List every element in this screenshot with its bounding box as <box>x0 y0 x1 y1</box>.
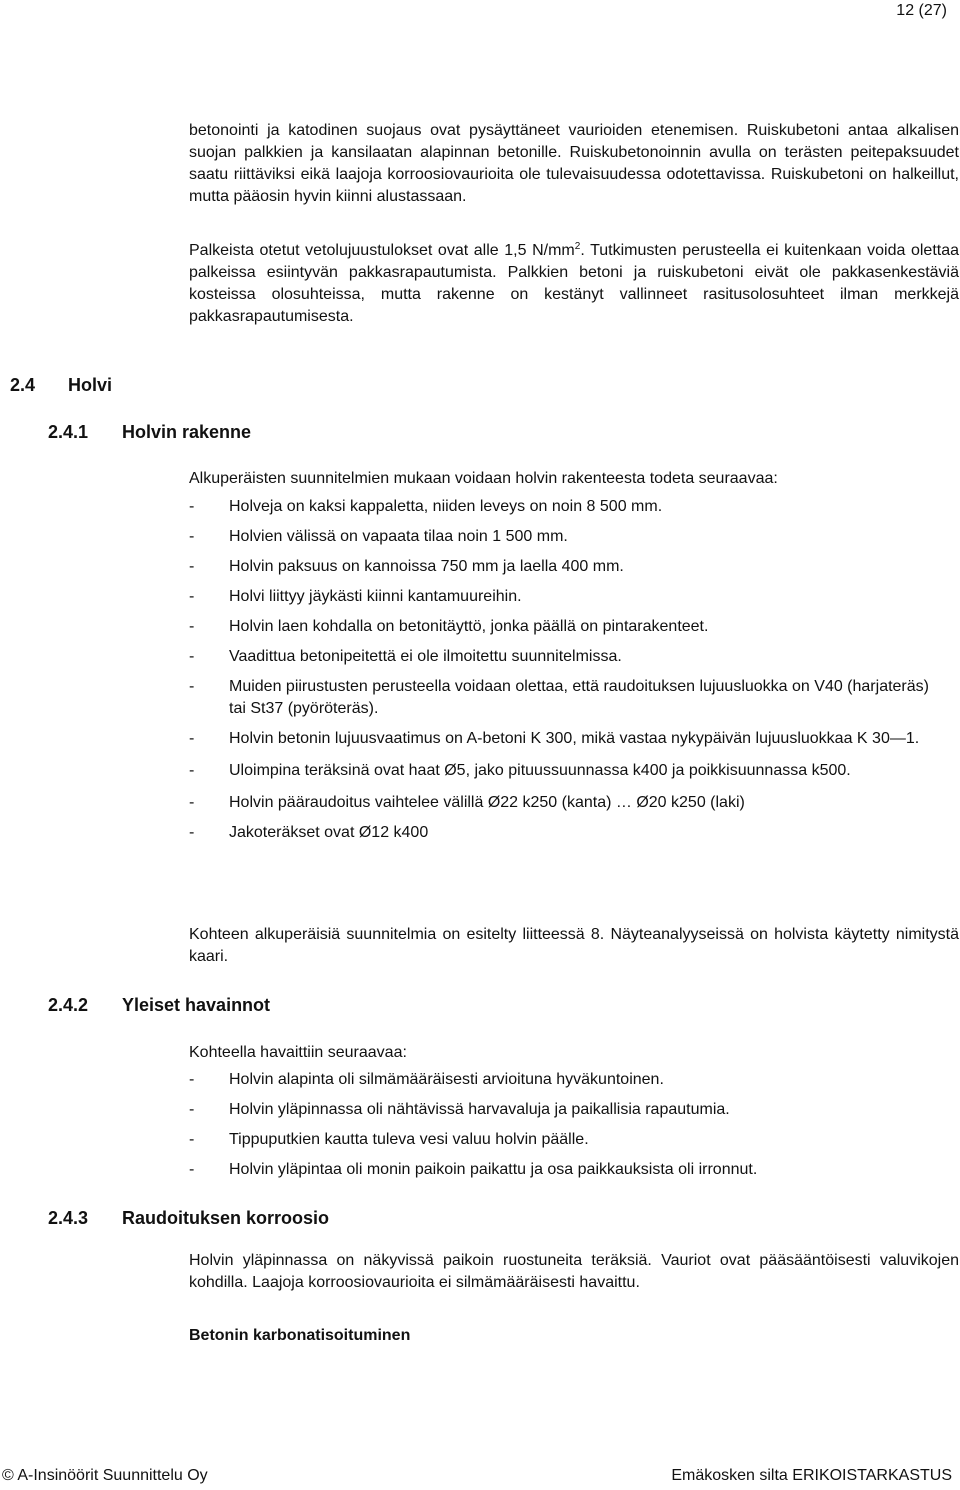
superscript-2: 2 <box>574 241 581 252</box>
section-title: Yleiset havainnot <box>122 995 271 1015</box>
holvin-rakenne-closing <box>189 924 959 968</box>
lead-text: Alkuperäisten suunnitelmien mukaan voidaan holvin rakenteesta todeta seuraavaa: <box>189 470 778 487</box>
section-number: 2.4 <box>10 375 36 395</box>
section-title: Holvi <box>68 375 113 395</box>
subheading-betonin-karbonatisoituminen: Betonin karbonatisoituminen <box>189 1327 411 1344</box>
list-item: - Holveja on kaksi kappaletta, niiden leveys on noin 8 500 mm. <box>189 496 959 518</box>
intro-paragraph-2-text: Palkeista otetut vetolujuustulokset ovat alle 1,5 N/mm <box>189 242 575 259</box>
raudoituksen-korroosio-paragraph <box>189 1250 959 1294</box>
intro-paragraph-1 <box>189 120 959 208</box>
intro-paragraph-2 <box>189 240 959 328</box>
closing-text: Kohteen alkuperäisiä suunnitelmia on esitelty liitteessä 8. Näyteanalyyseissä on holvista käytetty nimitystä kaari. <box>189 926 959 965</box>
list-item: - Tippuputkien kautta tuleva vesi valuu holvin päälle. <box>189 1129 959 1151</box>
section-number: 2.4.3 <box>48 1208 89 1228</box>
list-item: - Holvin pääraudoitus vaihtelee välillä Ø22 k250 (kanta) … Ø20 k250 (laki) <box>189 792 959 814</box>
yleiset-havainnot-lead <box>189 1042 959 1064</box>
list-item: - Holvin paksuus on kannoissa 750 mm ja laella 400 mm. <box>189 556 959 578</box>
list-item: - Holvi liittyy jäykästi kiinni kantamuureihin. <box>189 586 959 608</box>
section-heading-2-4-3 <box>48 1206 329 1230</box>
list-item: - Holvin betonin lujuusvaatimus on A-betoni K 300, mikä vastaa nykypäivän lujuusluokkaa K 30—1. <box>189 728 949 750</box>
list-item: - Vaadittua betonipeitettä ei ole ilmoitettu suunnitelmissa. <box>189 646 959 668</box>
section-heading-2-4-1 <box>48 420 251 444</box>
list-item: - Uloimpina teräksinä ovat haat Ø5, jako pituussuunnassa k400 ja poikkisuunnassa k500. <box>189 760 929 782</box>
section-number: 2.4.1 <box>48 422 89 442</box>
paragraph-text: Holvin yläpinnassa on näkyvissä paikoin ruostuneita teräksiä. Vauriot ovat pääsääntöisesti valuvikojen kohdilla. Laajoja korroosiovaurioita ei silmämääräisesti havaittu. <box>189 1252 959 1291</box>
list-item: - Holvin laen kohdalla on betonitäyttö, jonka päällä on pintarakenteet. <box>189 616 959 638</box>
holvin-rakenne-list <box>189 496 959 844</box>
list-item: - Holvien välissä on vapaata tilaa noin 1 500 mm. <box>189 526 959 548</box>
intro-paragraph-1-text: betonointi ja katodinen suojaus ovat pysäyttäneet vaurioiden etenemisen. Ruiskubetoni antaa alkalisen suojan palkkien ja kansilaatan alapinnan betonille. Ruiskubetonoinnin avulla on terästen peitepaksuudet saatu riittäviksi eikä laajoja korroosiovaurioita ole tulevaisuudessa odotettavissa. Ruiskubetoni on halkeillut, mutta pääosin hyvin kiinni alustassaan. <box>189 122 959 205</box>
section-heading-2-4 <box>10 373 112 397</box>
section-number: 2.4.2 <box>48 995 89 1015</box>
footer-left: © A-Insinöörit Suunnittelu Oy <box>2 1467 208 1484</box>
yleiset-havainnot-list <box>189 1069 959 1181</box>
footer-right: Emäkosken silta ERIKOISTARKASTUS <box>671 1467 952 1484</box>
list-item: - Holvin yläpintaa oli monin paikoin paikattu ja osa paikkauksista oli irronnut. <box>189 1159 959 1181</box>
intro-paragraph-2-continuation: . Tutkimusten perusteella ei kuitenkaan voida olettaa palkeissa esiintyvän pakkasrapautumista. Palkkien betoni ja ruiskubetoni eivät ole pakkasenkestäviä kosteissa olosuhteissa, mutta rakenne on kestänyt vallinneet rasitusolosuhteet ilman merkkejä pakkasrapautumisesta. <box>189 242 960 325</box>
page-number: 12 (27) <box>896 2 947 19</box>
section-heading-2-4-2 <box>48 993 270 1017</box>
holvin-rakenne-lead <box>189 468 959 490</box>
lead-text: Kohteella havaittiin seuraavaa: <box>189 1044 407 1061</box>
section-title: Raudoituksen korroosio <box>122 1208 330 1228</box>
list-item: - Jakoteräkset ovat Ø12 k400 <box>189 822 959 844</box>
list-item: - Holvin yläpinnassa oli nähtävissä harvavaluja ja paikallisia rapautumia. <box>189 1099 959 1121</box>
section-title: Holvin rakenne <box>122 422 252 442</box>
list-item: - Holvin alapinta oli silmämääräisesti arvioituna hyväkuntoinen. <box>189 1069 959 1091</box>
list-item: - Muiden piirustusten perusteella voidaan olettaa, että raudoituksen lujuusluokka on V40 (harjateräs) tai St37 (pyöröteräs). <box>189 676 949 720</box>
